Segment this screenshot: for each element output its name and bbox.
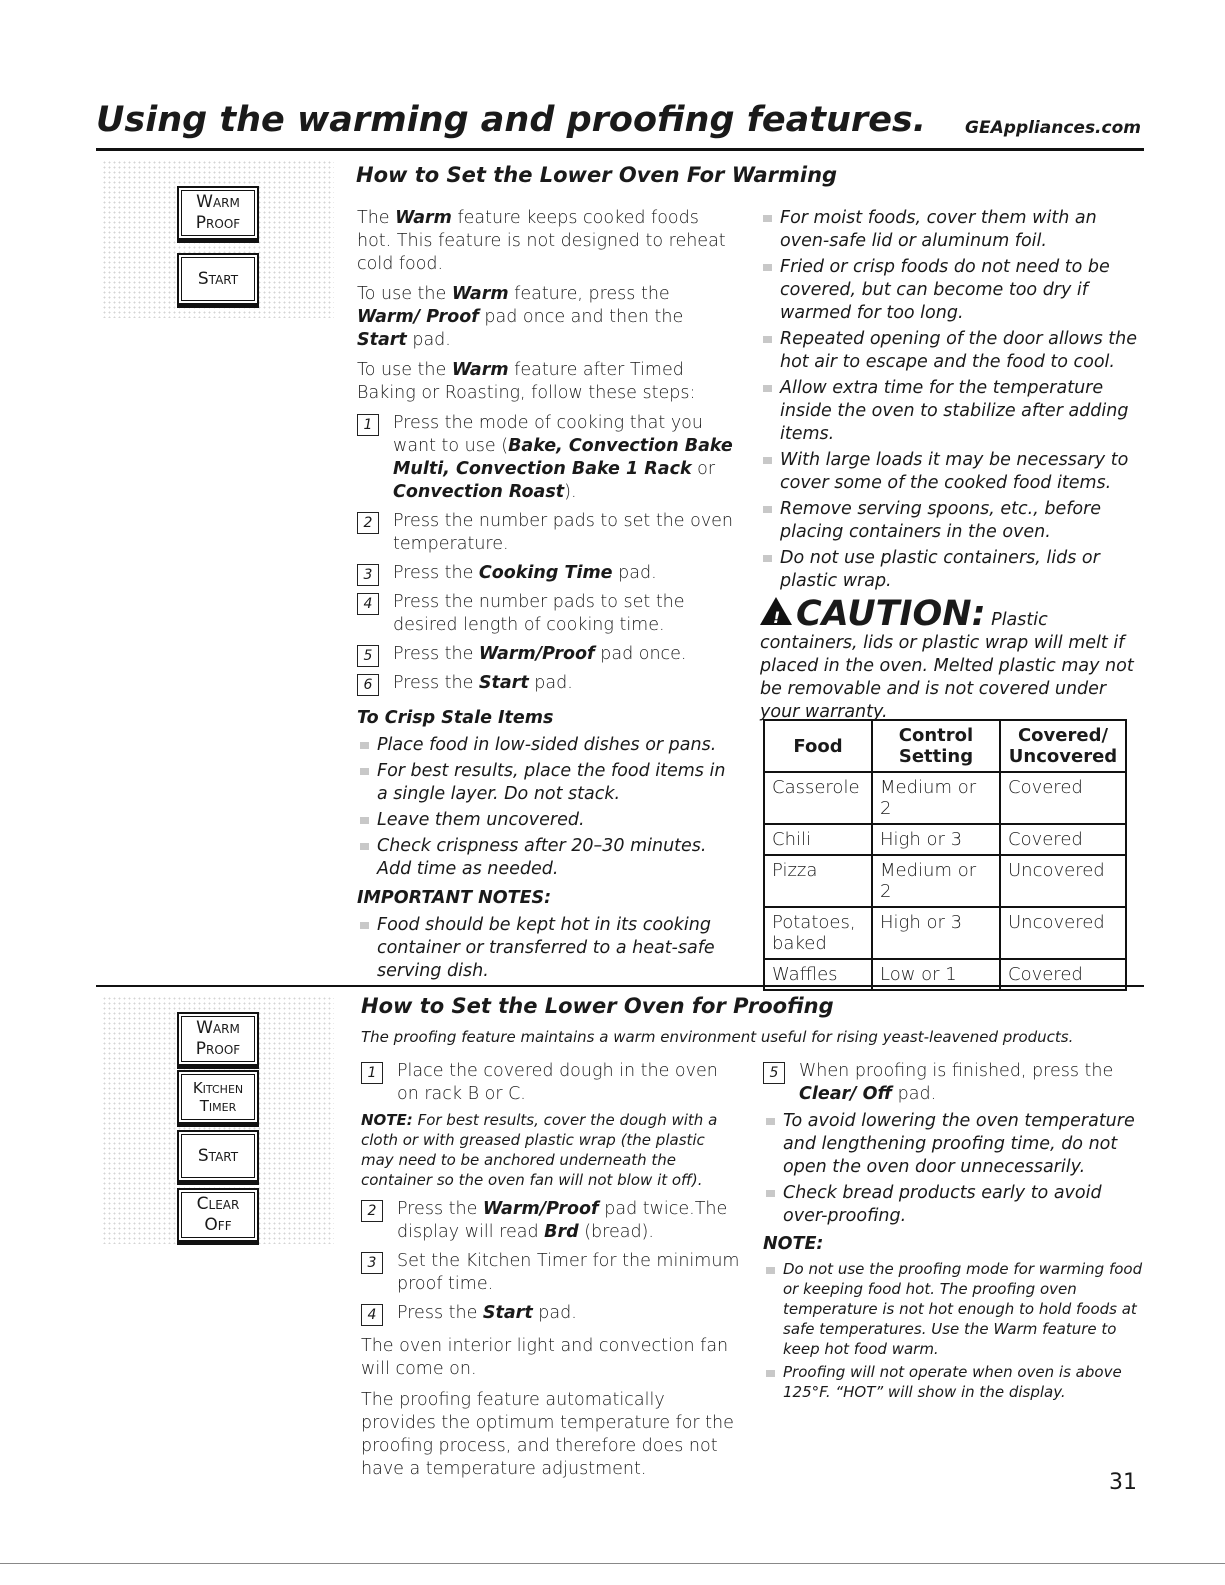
- table-cell: Casserole: [764, 772, 872, 824]
- section-rule: [96, 985, 1144, 987]
- proofing-bullet: To avoid lowering the oven temperature and lengthening proofing time, do not open the oven door unnecessarily.: [763, 1110, 1143, 1179]
- proofing-left-column: [361, 1060, 741, 1481]
- caution-text: Plastic containers, lids or plastic wrap will melt if placed in the oven. Melted plastic may not be removable and is not covered under your warranty.: [760, 610, 1134, 722]
- step-3: 3 Press the Cooking Time pad.: [357, 562, 737, 585]
- table-cell: Uncovered: [1000, 907, 1126, 959]
- table-cell: Medium or 2: [872, 772, 1000, 824]
- warming-food-table: [763, 719, 1127, 991]
- intro-paragraph: To use the Warm feature after Timed Baking or Roasting, follow these steps:: [357, 360, 696, 403]
- note-bullet: Proofing will not operate when oven is above 125°F. “HOT” will show in the display.: [763, 1362, 1143, 1402]
- crisp-heading: To Crisp Stale Items: [357, 708, 554, 728]
- proofing-bullet: Check bread products early to avoid over-proofing.: [763, 1182, 1143, 1228]
- table-cell: Uncovered: [1000, 855, 1126, 907]
- pad-label: Proof: [195, 1039, 241, 1059]
- pad-label: Warm: [196, 192, 240, 212]
- kitchen-timer-pad[interactable]: [177, 1070, 259, 1127]
- warm-proof-pad[interactable]: [177, 1012, 259, 1069]
- intro-paragraph: The Warm feature keeps cooked foods hot. This feature is not designed to reheat cold food.: [357, 208, 726, 274]
- step-number: 3: [357, 564, 379, 586]
- table-cell: Covered: [1000, 824, 1126, 855]
- pad-label: Warm: [196, 1018, 240, 1038]
- start-pad[interactable]: [177, 1130, 259, 1185]
- pad-label: Proof: [195, 213, 241, 233]
- step-5: 5 Press the Warm/Proof pad once.: [357, 643, 737, 666]
- table-header: Control Setting: [872, 720, 1000, 772]
- clear-off-pad[interactable]: [177, 1188, 259, 1245]
- page-edge-line: [0, 1563, 1225, 1564]
- step-3: 3 Set the Kitchen Timer for the minimum proof time.: [361, 1250, 741, 1296]
- notes-bullet: Fried or crisp foods do not need to be covered, but can become too dry if warmed for too long.: [760, 256, 1140, 325]
- notes-bullet: For moist foods, cover them with an oven-safe lid or aluminum foil.: [760, 207, 1140, 253]
- header-rule: [96, 148, 1144, 151]
- step-number: 2: [357, 512, 379, 534]
- website-label: GEAppliances.com: [965, 118, 1141, 138]
- warming-right-column: [760, 207, 1140, 724]
- table-cell: Covered: [1000, 959, 1126, 990]
- step-2: 2 Press the number pads to set the oven temperature.: [357, 510, 737, 556]
- step-number: 2: [361, 1200, 383, 1222]
- crisp-bullet: Place food in low-sided dishes or pans.: [357, 734, 737, 757]
- step-number: 4: [357, 593, 379, 615]
- table-cell: Medium or 2: [872, 855, 1000, 907]
- table-header-row: [764, 720, 1126, 772]
- proofing-note: NOTE: For best results, cover the dough with a cloth or with greased plastic wrap (the plastic may need to be anchored underneath the container so the oven fan will not blow it off).: [361, 1111, 718, 1189]
- step-number: 6: [357, 674, 379, 696]
- pad-label: Start: [197, 1145, 239, 1166]
- notes-bullet: With large loads it may be necessary to cover some of the cooked food items.: [760, 449, 1140, 495]
- step-6: 6 Press the Start pad.: [357, 672, 737, 695]
- table-cell: Chili: [764, 824, 872, 855]
- proofing-control-panel: [102, 996, 334, 1244]
- table-row: [764, 824, 1126, 855]
- warning-icon: !: [760, 597, 792, 625]
- notes-bullet: Food should be kept hot in its cooking container or transferred to a heat-safe serving dish.: [357, 914, 737, 983]
- table-cell: High or 3: [872, 907, 1000, 959]
- table-cell: Waffles: [764, 959, 872, 990]
- step-5: 5 When proofing is finished, press the Clear/ Off pad.: [763, 1060, 1143, 1106]
- notes-bullet: Allow extra time for the temperature inside the oven to stabilize after adding items.: [760, 377, 1140, 446]
- notes-bullet: Remove serving spoons, etc., before placing containers in the oven.: [760, 498, 1140, 544]
- pad-label: Clear: [196, 1194, 240, 1214]
- pad-label: Timer: [199, 1097, 237, 1115]
- warming-left-column: [357, 207, 737, 986]
- proofing-right-column: [763, 1060, 1143, 1405]
- warming-control-panel: [102, 160, 334, 318]
- step-number: 4: [361, 1304, 383, 1326]
- important-notes-heading: IMPORTANT NOTES:: [357, 888, 552, 908]
- step-number: 3: [361, 1252, 383, 1274]
- table-row: [764, 855, 1126, 907]
- caution-block: [760, 594, 1140, 724]
- warm-proof-pad[interactable]: [177, 186, 259, 243]
- step-2: 2 Press the Warm/Proof pad twice.The display will read Brd (bread).: [361, 1198, 741, 1244]
- table-header: Covered/ Uncovered: [1000, 720, 1126, 772]
- caution-heading: CAUTION:: [796, 594, 986, 634]
- pad-label: Kitchen: [192, 1079, 244, 1097]
- table-row: [764, 907, 1126, 959]
- proofing-intro: The proofing feature maintains a warm environment useful for rising yeast-leavened products.: [361, 1028, 1074, 1046]
- table-header: Food: [764, 720, 872, 772]
- start-pad[interactable]: [177, 253, 259, 308]
- step-1: 1 Place the covered dough in the oven on rack B or C.: [361, 1060, 741, 1106]
- step-number: 1: [361, 1062, 383, 1084]
- step-1: 1 Press the mode of cooking that you want to use (Bake, Convection Bake Multi, Convection Bake 1 Rack or Convection Roast).: [357, 412, 737, 504]
- table-cell: Covered: [1000, 772, 1126, 824]
- pad-label: Off: [204, 1215, 232, 1235]
- table-row: [764, 772, 1126, 824]
- step-number: 5: [763, 1062, 785, 1084]
- proofing-paragraph: The oven interior light and convection fan will come on.: [361, 1336, 729, 1379]
- step-4: 4 Press the number pads to set the desired length of cooking time.: [357, 591, 737, 637]
- step-4: 4 Press the Start pad.: [361, 1302, 741, 1325]
- warming-heading: How to Set the Lower Oven For Warming: [356, 163, 838, 187]
- note-heading: NOTE:: [763, 1234, 824, 1254]
- table-cell: High or 3: [872, 824, 1000, 855]
- crisp-bullet: For best results, place the food items in a single layer. Do not stack.: [357, 760, 737, 806]
- table-cell: Potatoes, baked: [764, 907, 872, 959]
- crisp-bullet: Leave them uncovered.: [357, 809, 737, 832]
- page-number: 31: [1109, 1470, 1137, 1495]
- crisp-bullet: Check crispness after 20–30 minutes. Add time as needed.: [357, 835, 737, 881]
- step-number: 1: [357, 414, 379, 436]
- step-number: 5: [357, 645, 379, 667]
- pad-label: Start: [197, 268, 239, 289]
- table-cell: Pizza: [764, 855, 872, 907]
- note-bullet: Do not use the proofing mode for warming food or keeping food hot. The proofing oven temperature is not hot enough to hold foods at safe temperatures. Use the Warm feature to keep hot food warm.: [763, 1259, 1143, 1359]
- table-cell: Low or 1: [872, 959, 1000, 990]
- notes-bullet: Repeated opening of the door allows the hot air to escape and the food to cool.: [760, 328, 1140, 374]
- proofing-heading: How to Set the Lower Oven for Proofing: [361, 994, 834, 1018]
- notes-bullet: Do not use plastic containers, lids or plastic wrap.: [760, 547, 1140, 593]
- page-title: Using the warming and proofing features.: [96, 100, 927, 140]
- proofing-paragraph: The proofing feature automatically provides the optimum temperature for the proofing process, and therefore does not have a temperature adjustment.: [361, 1390, 734, 1479]
- intro-paragraph: To use the Warm feature, press the Warm/ Proof pad once and then the Start pad.: [357, 284, 684, 350]
